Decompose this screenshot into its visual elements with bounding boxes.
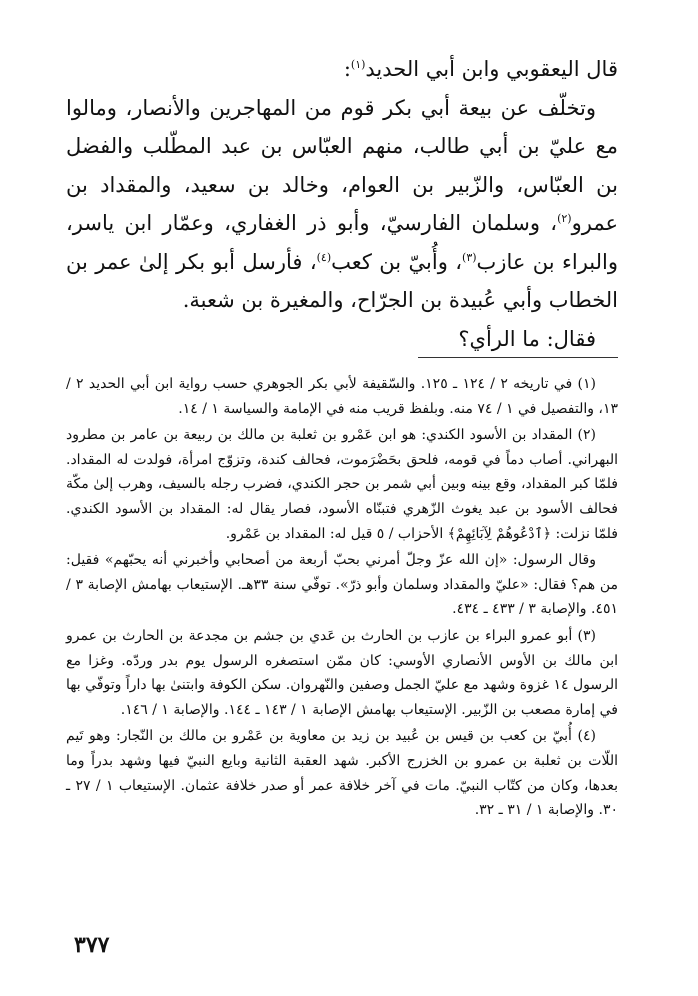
footnote-3: (٣) أبو عمرو البراء بن عازب بن الحارث بن عَدي بن جشم بن مجدعة بن الحارث بن عمرو ابن مالك بن الأوس الأنصاري الأوسي: كان ممّن استصغره الرسول يوم بدر وردّه. وغزا مع الرسول ١٤ غزوة وشهد مع عليّ الجمل وصفين والنّهروان. سكن الكوفة وابتنىٰ بها داراً وتوفّي بها في إمارة مصعب بن الزّبير. الإستيعاب بهامش الإصابة ١ / ١٤٣ ـ ١٤٤. والإصابة ١ / ١٤٦. (66, 627, 619, 718)
footnote-1: (١) في تاريخه ٢ / ١٢٤ ـ ١٢٥. والسّقيفة لأبي بكر الجوهري حسب رواية ابن أبي الحديد ٢ / ١٣، والتفصيل في ١ / ٧٤ منه. وبلفظ قريب منه في الإمامة والسياسة ١ / ١٤. (66, 376, 618, 417)
footnote-2: (٢) المقداد بن الأسود الكندي: هو ابن عَمْرو بن ثعلبة بن مالك بن ربيعة بن عامر بن مطرود البهراني. أصاب دماً في قومه، فلحق بحَضْرَموت، فحالف كندة، وتزوّج امرأة، فولدت له المقداد. فلمّا كبر المقداد، وقع بينه وبين أبي شمر بن حجر الكندي، فضرب رجله بالسيف، وهرب إلىٰ مكّة فحالف الأسود بن عبد يغوث الزّهري فتبنّاه الأسود، فصار يقال له: المقداد بن الأسود الكندي. فلمّا نزلت: ﴿ٱدْعُوهُمْ لِآبَائِهِمْ﴾ الأحزاب / ٥ قيل له: المقداد بن عَمْرو. (66, 427, 618, 542)
intro-text: قال اليعقوبي وابن أبي الحديد (365, 57, 618, 81)
footnote-ref-3: (٣) (462, 250, 477, 264)
page-number: ٣٧٧ (74, 932, 110, 958)
footnote-4: (٤) أُبيّ بن كعب بن قيس بن عُبيد بن زيد بن معاوية بن عَمْرو بن مالك بن النّجار: وهو تَيم اللّات بن ثعلبة بن عمرو بن الخزرج الأكبر. شهد العقبة الثانية وبايع النبيّ فيها وشهد بدراً وما بعدها، وكان من كتّاب النبيّ. مات في آخر خلافة عمر أو صدر خلافة عثمان. الإستيعاب ١ / ٢٧ ـ ٣٠. والإصابة ١ / ٣١ ـ ٣٢. (66, 728, 618, 819)
footnote-ref-2: (٢) (557, 212, 572, 225)
main-text (66, 50, 618, 358)
intro-colon: : (343, 57, 351, 81)
footnote-ref-4: (٤) (316, 250, 332, 264)
paragraph-1-part-d: ، فأرسل أبو بكر إلىٰ عمر بن الخطاب وأبي عُبيدة بن الجرّاح، والمغيرة بن شعبة. (66, 249, 618, 312)
paragraph-1-part-b: ، وسلمان الفارسيّ، وأبو ذر الغفاري، وعمّار ابن ياسر، والبراء بن عازب (66, 211, 618, 274)
footnote-ref-1: (١) (350, 58, 366, 71)
paragraph-1-part-a: وتخلّف عن بيعة أبي بكر قوم من المهاجرين والأنصار، ومالوا مع عليّ بن أبي طالب، منهم العبّاس بن عبد المطّلب والفضل بن العبّاس، والزّبير بن العوام، وخالد بن سعيد، والمقداد بن عمرو (66, 95, 618, 235)
footnote-2-continued: وقال الرسول: «إن الله عزّ وجلّ أمرني بحبّ أربعة من أصحابي وأخبرني أنه يحبّهم» فقيل: من هم؟ فقال: «عليّ والمقداد وسلمان وأبو ذرّ». توفّي سنة ٣٣هـ. الإستيعاب بهامش الإصابة ٣ / ٤٥١. والإصابة ٣ / ٤٣٣ ـ ٤٣٤. (66, 552, 618, 618)
footnotes (66, 372, 618, 825)
paragraph-2: فقال: ما الرأي؟ (458, 326, 596, 351)
paragraph-1-part-c: ، وأُبيّ بن كعب (331, 249, 463, 274)
paragraph-1 (66, 89, 618, 320)
intro-line (66, 50, 618, 89)
footnote-divider (418, 357, 618, 358)
